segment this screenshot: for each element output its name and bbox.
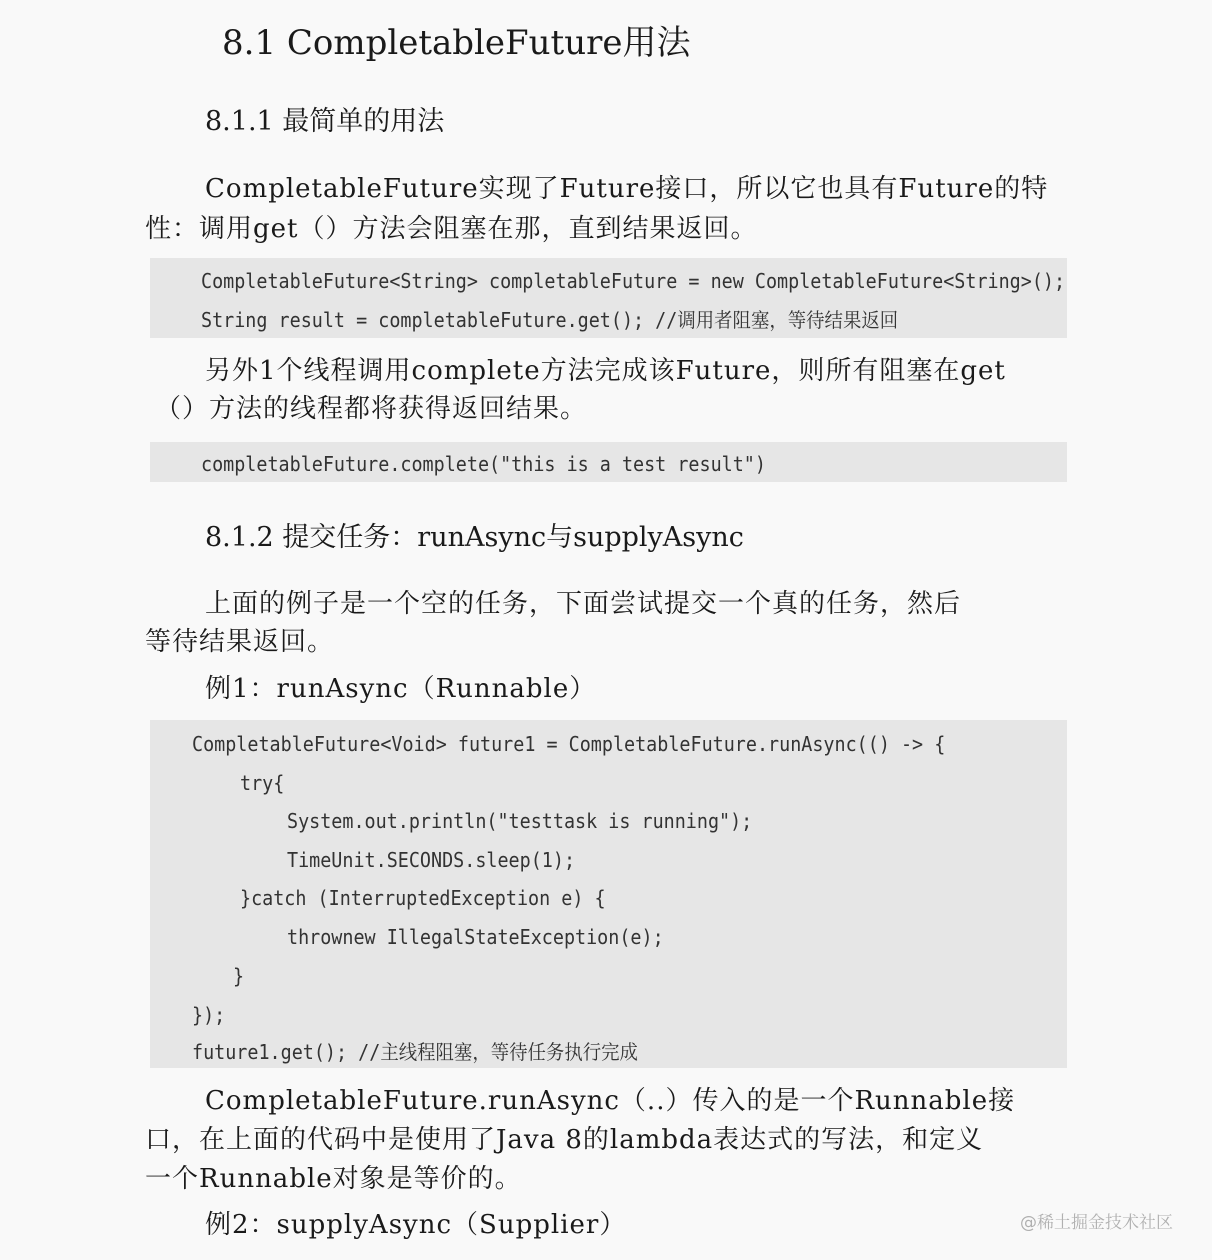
code-line: System.out.println("testtask is running"); xyxy=(287,809,753,833)
code-line: }); xyxy=(192,1003,226,1027)
code-block-1 xyxy=(150,258,1067,338)
paragraph-line: 口，在上面的代码中是使用了Java 8的lambda表达式的写法，和定义 xyxy=(145,1125,984,1155)
paragraph-line: 另外1个线程调用complete方法完成该Future，则所有阻塞在get xyxy=(205,356,1006,386)
code-line: thrownew IllegalStateException(e); xyxy=(287,925,664,949)
section-heading-8-1-2: 8.1.2 提交任务：runAsync与supplyAsync xyxy=(205,522,744,553)
code-line: CompletableFuture<Void> future1 = CompletableFuture.runAsync(() -> { xyxy=(192,732,946,756)
code-line: try{ xyxy=(240,771,285,795)
code-line: TimeUnit.SECONDS.sleep(1); xyxy=(287,848,576,872)
paragraph-line: 性：调用get（）方法会阻塞在那，直到结果返回。 xyxy=(145,214,758,244)
paragraph-line: CompletableFuture实现了Future接口，所以它也具有Future的特 xyxy=(205,174,1049,204)
example-1-label: 例1：runAsync（Runnable） xyxy=(205,674,597,704)
paragraph-line: CompletableFuture.runAsync（..）传入的是一个Runnable接 xyxy=(205,1086,1016,1116)
example-2-label: 例2：supplyAsync（Supplier） xyxy=(205,1210,627,1240)
paragraph-line: 等待结果返回。 xyxy=(145,627,335,657)
code-line: completableFuture.complete("this is a test result") xyxy=(201,452,766,476)
code-line: }catch (InterruptedException e) { xyxy=(240,886,606,910)
paragraph-line: 上面的例子是一个空的任务，下面尝试提交一个真的任务，然后 xyxy=(205,589,962,619)
code-block-3 xyxy=(150,720,1067,1068)
code-line: String result = completableFuture.get(); //调用者阻塞，等待结果返回 xyxy=(201,308,899,332)
code-line: future1.get(); //主线程阻塞，等待任务执行完成 xyxy=(192,1040,638,1064)
code-block-2 xyxy=(150,442,1067,482)
page-title: 8.1 CompletableFuture用法 xyxy=(222,23,691,63)
code-line: } xyxy=(233,964,245,988)
code-line: CompletableFuture<String> completableFuture = new CompletableFuture<String>(); xyxy=(201,269,1066,293)
watermark: @稀土掘金技术社区 xyxy=(1020,1213,1173,1233)
paragraph-line: 一个Runnable对象是等价的。 xyxy=(145,1164,522,1194)
section-heading-8-1-1: 8.1.1 最简单的用法 xyxy=(205,106,445,137)
paragraph-line: （）方法的线程都将获得返回结果。 xyxy=(155,394,588,424)
